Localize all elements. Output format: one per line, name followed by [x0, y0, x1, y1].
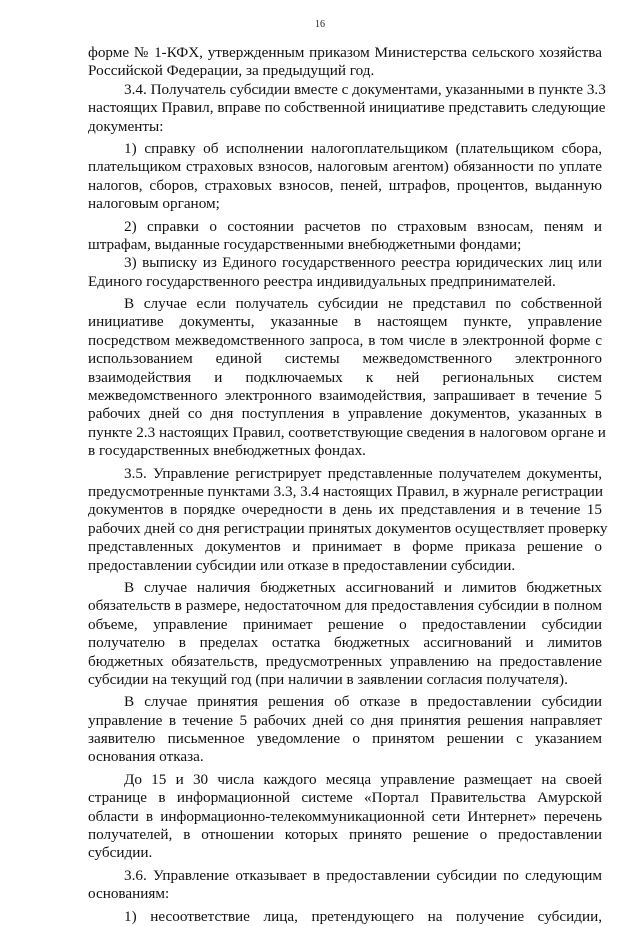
text-line: в государственных внебюджетных фондах.: [88, 442, 366, 460]
text-line: получателей, в отношении которых принято решение о предоставлении: [88, 826, 602, 844]
text-line: 2) справки о состоянии расчетов по страховым взносам, пеням и: [124, 217, 602, 235]
text-line: использованием единой системы межведомственного электронного: [88, 350, 602, 368]
text-line: области в информационно-телекоммуникационной сети Интернет» перечень: [88, 807, 602, 825]
paragraph: [88, 579, 602, 689]
paragraph: [88, 218, 602, 255]
text-line: В случае если получатель субсидии не представил по собственной: [124, 295, 602, 313]
text-line: До 15 и 30 числа каждого месяца управление размещает на своей: [124, 770, 602, 788]
text-line: документы:: [88, 117, 164, 135]
text-line: объеме, управление принимает решение о предоставлении субсидии: [88, 615, 602, 633]
page-number: 16: [315, 19, 325, 30]
text-line: предоставлении субсидии или отказе в предоставлении субсидии.: [88, 556, 516, 574]
text-line: форме № 1-КФХ, утвержденным приказом Министерства сельского хозяйства: [88, 44, 602, 61]
paragraph: [88, 867, 602, 904]
document-body: [88, 44, 608, 926]
paragraph: [88, 254, 602, 291]
paragraph: [88, 693, 602, 767]
text-line: 1) справку об исполнении налогоплательщиком (плательщиком сбора,: [124, 139, 602, 157]
text-line: плательщиком страховых взносов, налоговым агентом) обязанности по уплате: [88, 158, 602, 176]
text-line: субсидии на текущий год (при наличии в заявлении согласия получателя).: [88, 670, 568, 688]
paragraph: [88, 908, 602, 926]
text-line: штрафам, выданные государственными внебюджетными фондами;: [88, 235, 522, 253]
text-line: В случае наличия бюджетных ассигнований и лимитов бюджетных: [124, 578, 602, 596]
text-line: Единого государственного реестра индивидуальных предпринимателей.: [88, 272, 556, 290]
text-line: налогов, сборов, страховых взносов, пеней, штрафов, процентов, выданную: [88, 176, 602, 194]
paragraph: [88, 464, 608, 575]
text-line: рабочих дней со дня регистрации принятых документов осуществляет проверку: [88, 519, 608, 537]
text-line: основания отказа.: [88, 748, 204, 766]
paragraph: [88, 140, 602, 214]
text-line: заявителю письменное уведомление о принятом решении с указанием: [88, 730, 602, 748]
text-line: 3.4. Получатель субсидии вместе с документами, указанными в пункте 3.3: [124, 80, 606, 98]
text-line: субсидии.: [88, 844, 153, 862]
text-line: налоговым органом;: [88, 195, 220, 213]
paragraph: [88, 44, 602, 81]
paragraph: [88, 771, 602, 863]
text-line: документов в порядке очередности в день их представления и в течение 15: [88, 501, 602, 519]
paragraph: [88, 80, 606, 136]
text-line: инициативе документы, указанные в настоящем пункте, управление: [88, 313, 602, 331]
text-line: 3.5. Управление регистрирует представленные получателем документы,: [124, 464, 602, 482]
text-line: управление в течение 5 рабочих дней со дня принятия решения направляет: [88, 711, 602, 729]
text-line: 1) несоответствие лица, претендующего на получение субсидии,: [124, 907, 602, 925]
text-line: рабочих дней со дня поступления в управление документов, указанных в: [88, 405, 602, 423]
text-line: настоящих Правил, вправе по собственной инициативе представить следующие: [88, 99, 606, 117]
text-line: взаимодействия и подключаемых к ней региональных систем: [88, 368, 602, 386]
text-line: представленных документов и принимает в форме приказа решение о: [88, 538, 602, 556]
text-line: межведомственного электронного взаимодействия, запрашивает в течение 5: [88, 387, 602, 405]
text-line: получателю в пределах остатка бюджетных ассигнований и лимитов: [88, 634, 602, 652]
paragraph: [88, 295, 606, 461]
text-line: предусмотренные пунктами 3.3, 3.4 настоящих Правил, в журнале регистрации: [88, 482, 604, 500]
text-line: 3) выписку из Единого государственного реестра юридических лиц или: [124, 254, 602, 272]
text-line: Российской Федерации, за предыдущий год.: [88, 62, 375, 80]
text-line: 3.6. Управление отказывает в предоставлении субсидии по следующим: [124, 866, 602, 884]
text-line: бюджетных обязательств, предусмотренных управлению на предоставление: [88, 652, 602, 670]
text-line: основаниям:: [88, 885, 170, 903]
text-line: В случае принятия решения об отказе в предоставлении субсидии: [124, 693, 602, 711]
text-line: странице в информационной системе «Портал Правительства Амурской: [88, 789, 602, 807]
text-line: обязательств в размере, недостаточном для предоставления субсидии в полном: [88, 597, 602, 615]
text-line: посредством межведомственного запроса, в том числе в электронной форме с: [88, 331, 602, 349]
text-line: пункте 2.3 настоящих Правил, соответствующие сведения в налоговом органе и: [88, 423, 606, 441]
